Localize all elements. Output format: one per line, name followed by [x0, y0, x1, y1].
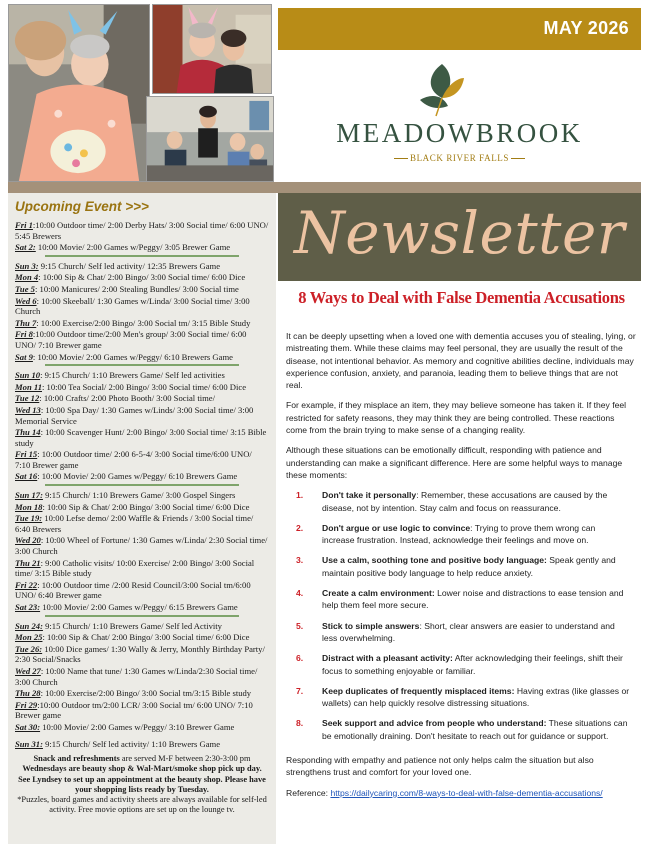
event-entry [15, 502, 269, 513]
wednesday-note: Wednesdays are beauty shop & Wal-Mart/smoke shop pick up day. [22, 764, 262, 774]
event-text: 9:15 Church/ 1:10 Brewers Game/ 3:00 Gospel Singers [42, 490, 236, 501]
event-day: Wed 27 [15, 665, 41, 676]
event-entry [15, 632, 269, 643]
tip-heading: Create a calm environment: [322, 588, 435, 599]
event-text: : 10:00 Exercise/2:00 Bingo/ 3:00 Social tm/3:15 Bible study [40, 688, 252, 699]
event-day: Fri 29 [15, 699, 38, 710]
event-entry [15, 220, 269, 241]
event-day: Sat 16 [15, 471, 38, 482]
tip-number: 3. [296, 555, 304, 566]
event-text: : 10:00 Skeeball/ 1:30 Games w/Linda/ 3:00 Social time/ 3:00 Church [15, 295, 250, 317]
event-entry [15, 490, 269, 501]
event-text: : 10:00 Movie/ 2:00 Games w/Peggy/ 6:10 Brewers Game [37, 471, 238, 482]
event-text: : 10:00 Scavenger Hunt/ 2:00 Bingo/ 3:00 Social time/ 3:15 Bible study [15, 427, 267, 448]
event-day: Fri 1 [15, 220, 33, 230]
tip-item [286, 554, 636, 579]
event-day: Tue 5 [15, 283, 35, 294]
event-day: Sun 24: [15, 620, 43, 631]
tip-item [286, 522, 636, 547]
header-band [8, 182, 641, 193]
tip-heading: Distract with a pleasant activity: [322, 653, 453, 664]
event-day: Thu 28 [15, 688, 41, 699]
tip-body: Speak gently and maintain positive body language to help reduce anxiety. [322, 555, 616, 578]
event-text: : 9:00 Catholic visits/ 10:00 Exercise/ 2:00 Bingo/ 3:00 Social time/ 3:15 Bible study [15, 557, 255, 579]
tip-item [286, 620, 636, 645]
event-entry [15, 329, 269, 350]
beauty-shop-note: See Lyndsey to set up an appointment at the beauty shop. Please have your shopping lists ready by Tuesday. [18, 774, 266, 794]
event-entry [15, 296, 269, 317]
event-text: : 10:00 Manicures/ 2:00 Stealing Bundles/ 3:00 Social time [34, 283, 239, 294]
event-day: Sat 9 [15, 351, 33, 362]
tip-body: : Remember, these accusations are caused by the disease, not by intention. Stay calm and focus on reassurance. [322, 490, 608, 513]
snack-label: Snack and refreshments [33, 754, 120, 764]
event-day: Wed 20 [15, 535, 41, 546]
event-day: Sat 23: [15, 602, 41, 612]
event-day: Sat 30: [15, 721, 41, 732]
event-entry [15, 449, 269, 470]
event-entry [15, 580, 269, 601]
event-entry [15, 621, 269, 632]
event-day: Mon 4 [15, 272, 39, 283]
event-day: Fri 15 [15, 449, 38, 460]
event-text: 9:15 Church/ Self led activity/ 1:10 Brewers Game [42, 738, 221, 749]
event-text: : 10:00 Sip & Chat/ 2:00 Bingo/ 3:00 Social time/ 6:00 Dice [42, 501, 250, 512]
event-entry [15, 666, 269, 687]
reference-link[interactable]: https://dailycaring.com/8-ways-to-deal-with-false-dementia-accusations/ [330, 787, 603, 798]
tip-body: Having extras (like glasses or wallets) can help quickly resolve distressing situations. [322, 685, 630, 709]
tip-number: 5. [296, 620, 304, 631]
event-day: Tue 26: [15, 643, 43, 654]
tip-item [286, 652, 636, 677]
article-intro: It can be deeply upsetting when a loved one with dementia accuses you of stealing, lying, or mistreating them. While these claims may feel personal, they are usually the result of the disease, not intentional behavior. As memory and cognitive abilities decline, individuals may experience confusion, anxiety, and paranoia, leading them to believe things that are not real. [286, 331, 636, 391]
event-text: : 10:00 Spa Day/ 1:30 Games w/Linds/ 3:00 Social time/ 3:00 Memorial Service [15, 404, 254, 426]
event-day: Mon 18 [15, 501, 43, 512]
event-text: :10:00 Outdoor time/2:00 Men's group/ 3:00 Social time/ 6:00 UNO/ 7:10 Brewer game [15, 329, 247, 350]
event-text: :10:00 Outdoor time/ 2:00 Derby Hats/ 3:00 Social time/ 6:00 UNO/ 5:45 Brewers [15, 220, 269, 241]
tip-heading: Stick to simple answers [322, 620, 420, 631]
tip-body: : Short, clear answers are easier to understand and less overwhelming. [322, 620, 615, 643]
event-text: : 10:00 Sip & Chat/ 2:00 Bingo/ 3:00 Social time/ 6:00 Dice [42, 632, 250, 643]
event-entry [15, 352, 269, 363]
event-entry [15, 318, 269, 329]
event-week [15, 370, 269, 482]
week-divider [45, 484, 239, 486]
tip-number: 7. [296, 685, 304, 696]
brand-location-text: BLACK RIVER FALLS [409, 153, 510, 163]
article-reference [286, 787, 636, 799]
tip-number: 1. [296, 490, 304, 501]
event-day: Sat 2: [15, 242, 36, 253]
event-day: Sun 3: [15, 260, 39, 271]
events-footer [15, 754, 269, 815]
event-entry [15, 644, 269, 665]
event-week [15, 621, 269, 733]
tip-number: 6. [296, 653, 304, 664]
tip-item [286, 717, 636, 742]
newsletter-title: Newsletter [293, 199, 626, 267]
event-entry [15, 535, 269, 556]
event-text: : 10:00 Sip & Chat/ 2:00 Bingo/ 3:00 Social time/ 6:00 Dice [38, 272, 246, 283]
event-text: 9:15 Church/ Self led activity/ 12:35 Brewers Game [38, 260, 221, 271]
article-example: For example, if they misplace an item, they may believe someone has taken it. If they feel restricted for safety reasons, they may think they are being controlled. These reactions come from the brain trying to make sense of a changing reality. [286, 400, 627, 436]
event-entry [15, 739, 269, 750]
event-text: : 10:00 Wheel of Fortune/ 1:30 Games w/Linda/ 2:30 Social time/ 3:00 Church [15, 535, 268, 557]
event-day: Wed 13 [15, 404, 41, 415]
event-day: Sun 10 [15, 370, 41, 381]
event-entry [15, 405, 269, 426]
event-day: Fri 8 [15, 329, 33, 340]
article-body [286, 330, 636, 807]
event-entry [15, 688, 269, 699]
event-entry [15, 284, 269, 295]
event-day: Mon 11 [15, 381, 42, 392]
events-calendar [15, 220, 269, 749]
event-text: 10:00 Movie/ 2:00 Games w/Peggy/ 3:10 Brewer Game [40, 721, 235, 732]
tip-number: 4. [296, 588, 304, 599]
week-divider [45, 364, 239, 366]
event-entry [15, 722, 269, 733]
date-bar [278, 8, 641, 50]
tip-heading: Don't argue or use logic to convince [322, 522, 471, 533]
brand-location [278, 153, 641, 163]
event-entry [15, 382, 269, 393]
event-text: : 10:00 Outdoor time /2:00 Resid Council/3:00 Social tm/6:00 UNO/ 6:40 Brewer game [15, 579, 251, 601]
event-entry [15, 558, 269, 579]
event-text: : 10:00 Name that tune/ 1:30 Games w/Linda/2:30 Social time/ 3:00 Church [15, 665, 258, 687]
event-text: : 10:00 Tea Social/ 2:00 Bingo/ 3:00 Social time/ 6:00 Dice [42, 381, 247, 392]
event-text: : 10:00 Exercise/2:00 Bingo/ 3:00 Social tm/ 3:15 Bible Study [36, 317, 251, 328]
event-text: 9:15 Church/ 1:10 Brewers Game/ Self led Activity [42, 620, 222, 631]
event-week [15, 490, 269, 613]
tip-body: : Trying to prove them wrong can increase frustration. Instead, acknowledge their feelings and move on. [322, 522, 596, 546]
event-text: 10:00 Dice games/ 1:30 Wally & Jerry, Monthly Birthday Party/ 2:30 Social/Snacks [15, 643, 265, 665]
event-entry [15, 471, 269, 482]
snack-text: are served M-F between 2:30-3:00 pm [119, 754, 251, 764]
tip-body: These situations can be emotionally draining. Don't hesitate to reach out for guidance or support. [322, 718, 628, 741]
event-text: 10:00 Movie/ 2:00 Games w/Peggy/ 6:15 Brewers Game [40, 602, 238, 612]
newsletter-banner [278, 193, 641, 281]
event-day: Tue 19: [15, 513, 43, 524]
event-week [15, 220, 269, 253]
tip-item [286, 489, 636, 514]
tip-item [286, 587, 636, 612]
event-day: Tue 12 [15, 393, 40, 404]
tip-number: 8. [296, 718, 304, 729]
event-entry [15, 261, 269, 272]
week-divider [45, 255, 239, 257]
tip-body: After acknowledging their feelings, shift their focus to something enjoyable or familiar. [322, 653, 623, 676]
event-entry [15, 242, 269, 253]
event-entry [15, 602, 269, 613]
brand-name: MEADOWBROOK [336, 118, 583, 148]
event-day: Mon 25 [15, 632, 43, 643]
issue-date: MAY 2026 [543, 18, 629, 38]
event-day: Sun 17: [15, 490, 43, 501]
staff-resident-photo [152, 4, 272, 94]
article-title: 8 Ways to Deal with False Dementia Accusations [298, 288, 625, 307]
article-lead: Although these situations can be emotionally difficult, responding with patience and understanding can make a significant difference. Here are some helpful ways to manage these moments: [286, 445, 623, 480]
tip-number: 2. [296, 522, 304, 533]
event-day: Thu 7 [15, 317, 37, 328]
event-text: : 10:00 Movie/ 2:00 Games w/Peggy/ 6:10 Brewers Game [32, 351, 233, 362]
event-entry [15, 393, 269, 404]
event-day: Sun 31: [15, 738, 43, 749]
event-entry [15, 700, 269, 721]
upcoming-events-heading: Upcoming Event >>> [15, 199, 149, 214]
self-led-note: *Puzzles, board games and activity sheets are always available for self-led activity. Free movie options are set up on the lounge tv. [17, 794, 267, 815]
event-entry [15, 272, 269, 283]
event-week [15, 739, 269, 750]
event-day: Fri 22 [15, 579, 38, 590]
upcoming-events-panel [8, 193, 276, 844]
tips-list [286, 489, 636, 742]
reference-label: Reference: [286, 787, 331, 798]
group-activity-photo [146, 96, 274, 182]
tip-heading: Don't take it personally [322, 490, 417, 501]
event-text: :10:00 Outdoor tm/2:00 LCR/ 3:00 Social tm/ 6:00 UNO/ 7:10 Brewer game [15, 699, 253, 721]
residents-easter-photo [8, 4, 150, 182]
week-divider [45, 615, 239, 617]
event-entry [15, 427, 269, 448]
event-week [15, 261, 269, 362]
tip-item [286, 685, 636, 710]
event-text: : 10:00 Outdoor time/ 2:00 6-5-4/ 3:00 Social time/6:00 UNO/ 7:10 Brewer game [15, 449, 252, 470]
tip-heading: Keep duplicates of frequently misplaced items: [322, 685, 515, 696]
article-closing: Responding with empathy and patience not only helps calm the situation but also strengthens trust and comfort for your loved one. [286, 755, 594, 778]
meadowbrook-logo-icon [418, 60, 466, 118]
event-day: Thu 21 [15, 557, 41, 568]
event-text: : 10:00 Crafts/ 2:00 Photo Booth/ 3:00 Social time/ [39, 393, 215, 404]
tip-heading: Use a calm, soothing tone and positive body language: [322, 555, 547, 566]
event-day: Wed 6 [15, 295, 37, 306]
event-entry [15, 513, 269, 534]
event-text: : 9:15 Church/ 1:10 Brewers Game/ Self led activities [40, 370, 225, 381]
event-day: Thu 14 [15, 427, 41, 438]
tip-heading: Seek support and advice from people who understand: [322, 718, 547, 729]
tip-body: Lower noise and distractions to ease tension and help them feel more secure. [322, 588, 624, 611]
event-entry [15, 370, 269, 381]
event-text: 10:00 Lefse demo/ 2:00 Waffle & Friends / 3:00 Social time/ 6:40 Brewers [15, 513, 254, 534]
event-text: 10:00 Movie/ 2:00 Games w/Peggy/ 3:05 Brewer Game [35, 242, 231, 253]
